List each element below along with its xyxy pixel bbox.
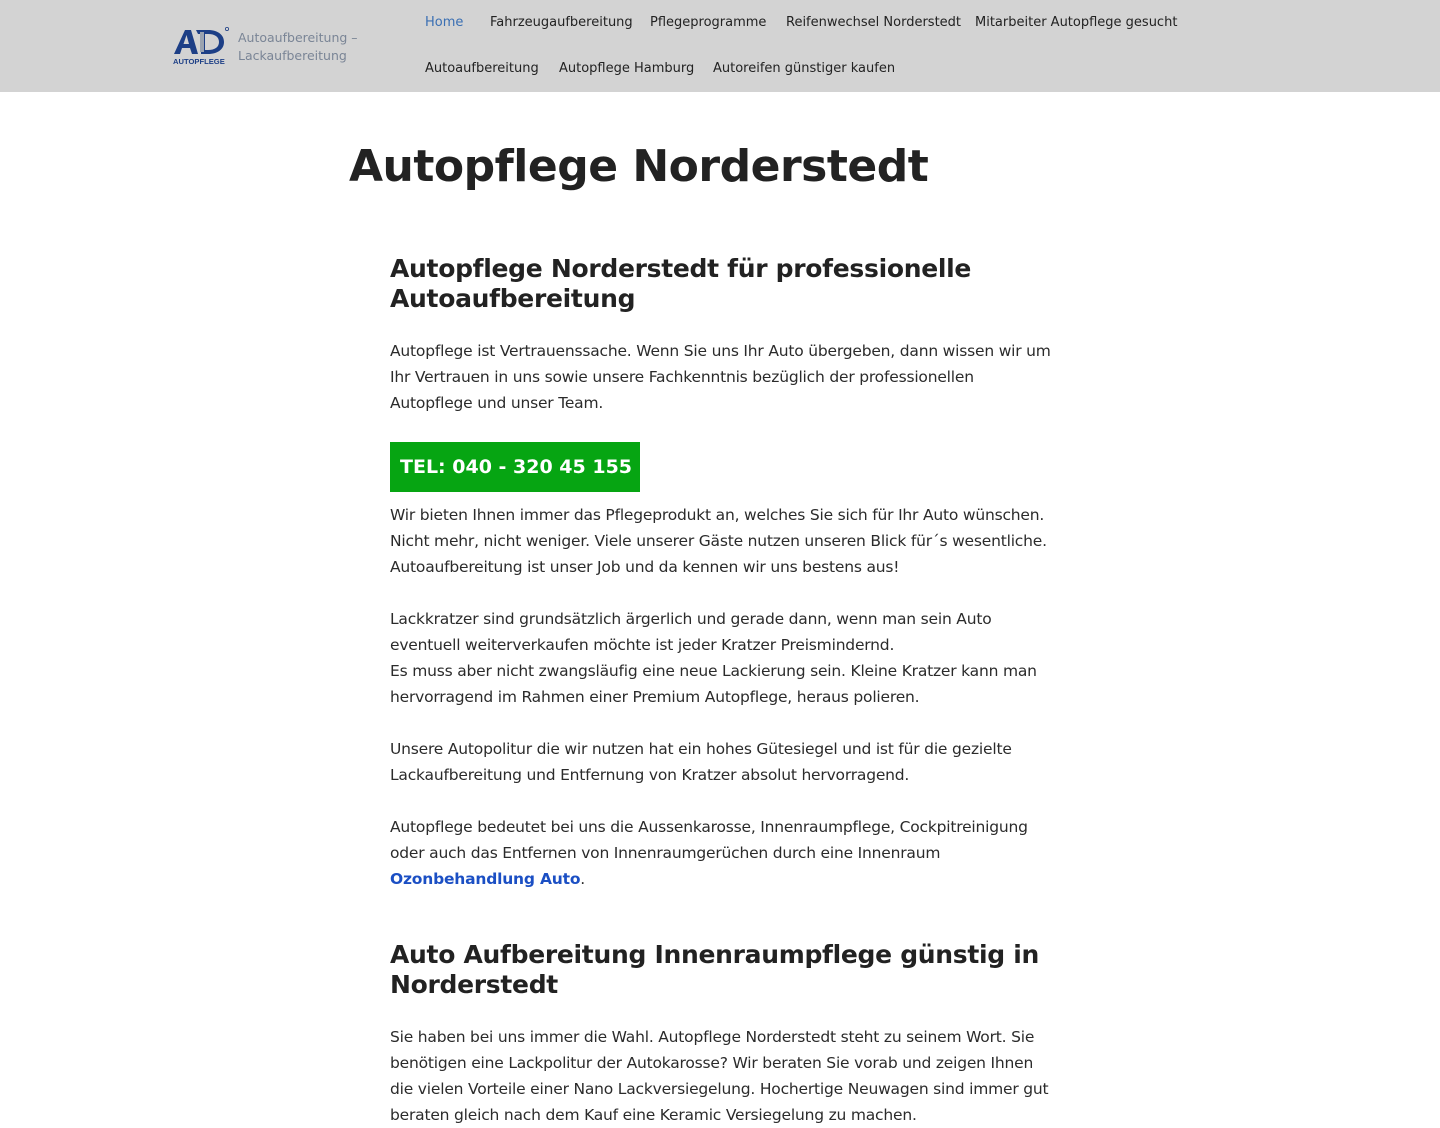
site-tagline: Autoaufbereitung – Lackaufbereitung (238, 30, 358, 63)
para5-end: . (580, 870, 586, 888)
nav-reifenwechsel-norderstedt[interactable]: Reifenwechsel Norderstedt (786, 15, 962, 30)
section1-para3b: Es muss aber nicht zwangsläufig eine neue Lackierung sein. Kleine Kratzer kann man hervorragend im Rahmen einer Premium Autopflege, heraus polieren. (390, 662, 1037, 706)
para5-text: Autopflege bedeutet bei uns die Aussenkarosse, Innenraumpflege, Cockpitreinigung oder auch das Entfernen von Innenraumgerüchen durch eine Innenraum (390, 818, 1028, 862)
nav-autopflege-hamburg[interactable]: Autopflege Hamburg (559, 61, 695, 76)
page-title: Autopflege Norderstedt (349, 141, 929, 192)
section1-para3a: Lackkratzer sind grundsätzlich ärgerlich und gerade dann, wenn man sein Auto eventuell weiterverkaufen möchte ist jeder Kratzer Preismindernd. (390, 610, 992, 654)
phone-button[interactable]: TEL: 040 - 320 45 155 (390, 442, 640, 492)
nav-autoreifen-guenstiger-kaufen[interactable]: Autoreifen günstiger kaufen (713, 61, 896, 76)
nav-fahrzeugaufbereitung[interactable]: Fahrzeugaufbereitung (490, 15, 633, 30)
ozonbehandlung-link[interactable]: Ozonbehandlung Auto (390, 870, 581, 888)
nav-pflegeprogramme[interactable]: Pflegeprogramme (650, 15, 767, 30)
section1-heading: Autopflege Norderstedt für professionelle Autoaufbereitung (390, 254, 972, 313)
section2-heading: Auto Aufbereitung Innenraumpflege günstig in Norderstedt (390, 940, 1040, 999)
nav-mitarbeiter-autopflege-gesucht[interactable]: Mitarbeiter Autopflege gesucht (975, 15, 1178, 30)
logo-mark-icon (172, 26, 230, 66)
section1-para5 (390, 814, 1040, 892)
site-header (0, 0, 1440, 92)
section2-para1: Sie haben bei uns immer die Wahl. Autopflege Norderstedt steht zu seinem Wort. Sie benötigen eine Lackpolitur der Autokarosse? Wir beraten Sie vorab und zeigen Ihnen die vielen Vorteile einer Nano Lackversiegelung. Hochertige Neuwagen sind immer gut beraten gleich nach dem Kauf eine Keramic Versiegelung zu machen. (390, 1028, 1049, 1124)
autopflege-logo[interactable] (172, 26, 230, 66)
nav-home[interactable]: Home (425, 15, 464, 30)
nav-autoaufbereitung[interactable]: Autoaufbereitung (425, 61, 539, 76)
section1-intro: Autopflege ist Vertrauenssache. Wenn Sie uns Ihr Auto übergeben, dann wissen wir um Ihr Vertrauen in uns sowie unsere Fachkenntnis bezüglich der professionellen Autopflege und unser Team. (390, 342, 1051, 412)
section1-para4: Unsere Autopolitur die wir nutzen hat ein hohes Gütesiegel und ist für die gezielte Lackaufbereitung und Entfernung von Kratzer absolut hervorragend. (390, 740, 1012, 784)
logo-text: AUTOPFLEGE (173, 57, 225, 66)
section1-para2: Wir bieten Ihnen immer das Pflegeprodukt an, welches Sie sich für Ihr Auto wünschen. Nicht mehr, nicht weniger. Viele unserer Gäste nutzen unseren Blick für´s wesentliche. Autoaufbereitung ist unser Job und da kennen wir uns bestens aus! (390, 506, 1047, 576)
